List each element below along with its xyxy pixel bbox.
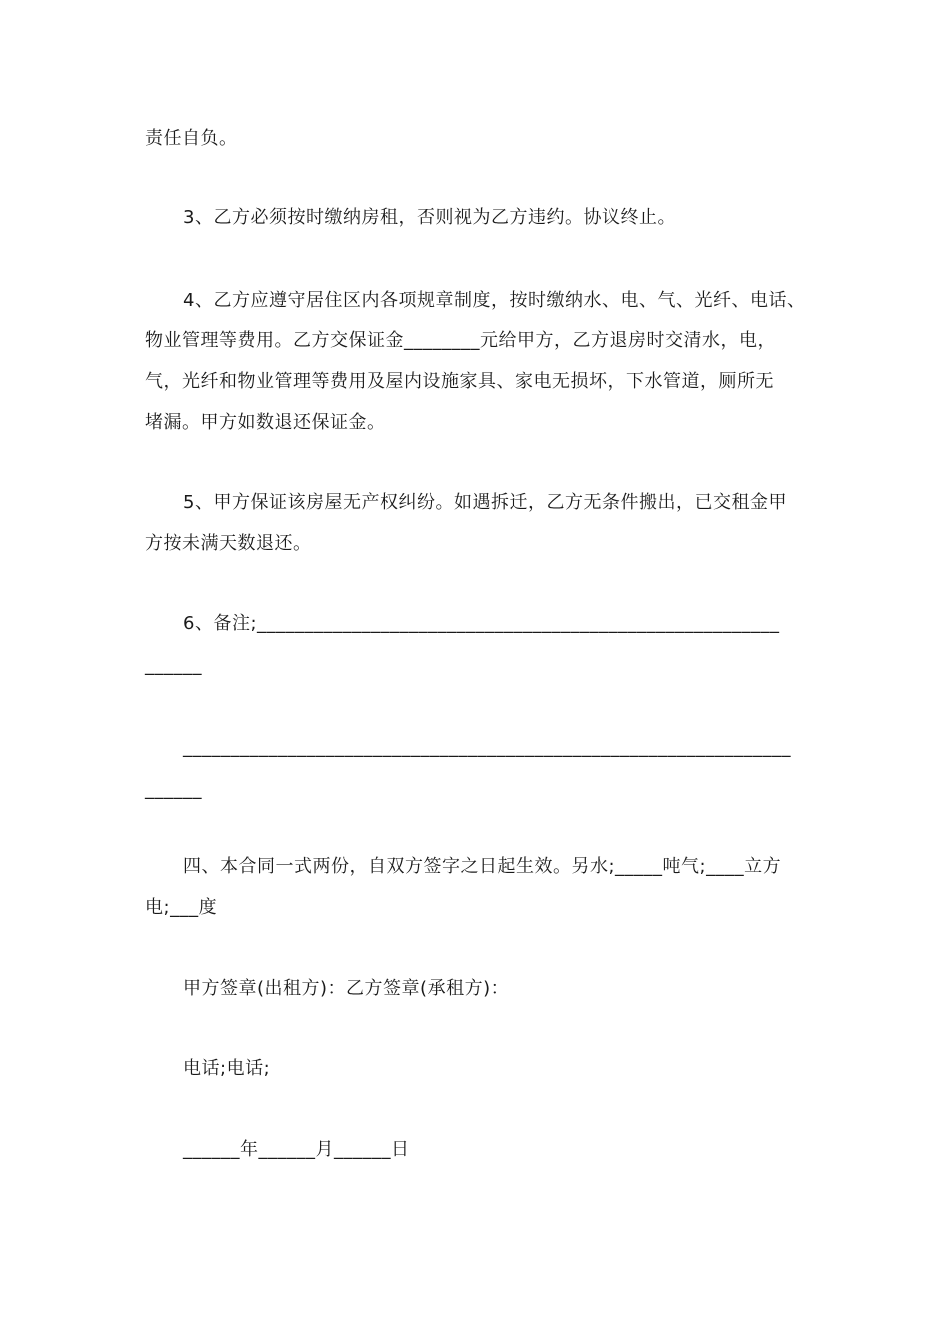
blank-line-1: ________________________________________________________________: [183, 737, 791, 758]
clause-5-line-2: 方按未满天数退还。: [145, 533, 312, 554]
clause-4-line-4: 堵漏。甲方如数退还保证金。: [145, 412, 386, 433]
blank-line-2: ______: [145, 779, 202, 800]
clause-4-line-1: 4、乙方应遵守居住区内各项规章制度，按时缴纳水、电、气、光纤、电话、: [183, 290, 806, 311]
section-4-line-1: 四、本合同一式两份，自双方签字之日起生效。另水;_____吨气;____立方: [183, 856, 782, 877]
clause-3: 3、乙方必须按时缴纳房租，否则视为乙方违约。协议终止。: [183, 207, 676, 228]
clause-4-line-2: 物业管理等费用。乙方交保证金________元给甲方，乙方退房时交清水，电，: [145, 330, 776, 351]
section-4-line-2: 电;___度: [145, 897, 218, 918]
clause-5-line-1: 5、甲方保证该房屋无产权纠纷。如遇拆迁，乙方无条件搬出，已交租金甲: [183, 492, 787, 513]
clause-6-line-2: ______: [145, 655, 202, 676]
signature-line: 甲方签章(出租方)：乙方签章(承租方)：: [183, 978, 510, 999]
clause-6-line-1: 6、备注;_______________________________________________________: [183, 613, 780, 634]
date-line: ______年______月______日: [183, 1139, 410, 1160]
continuation-text: 责任自负。: [145, 128, 238, 149]
clause-4-line-3: 气，光纤和物业管理等费用及屋内设施家具、家电无损坏，下水管道，厕所无: [145, 371, 774, 392]
phone-line: 电话;电话;: [183, 1058, 271, 1079]
